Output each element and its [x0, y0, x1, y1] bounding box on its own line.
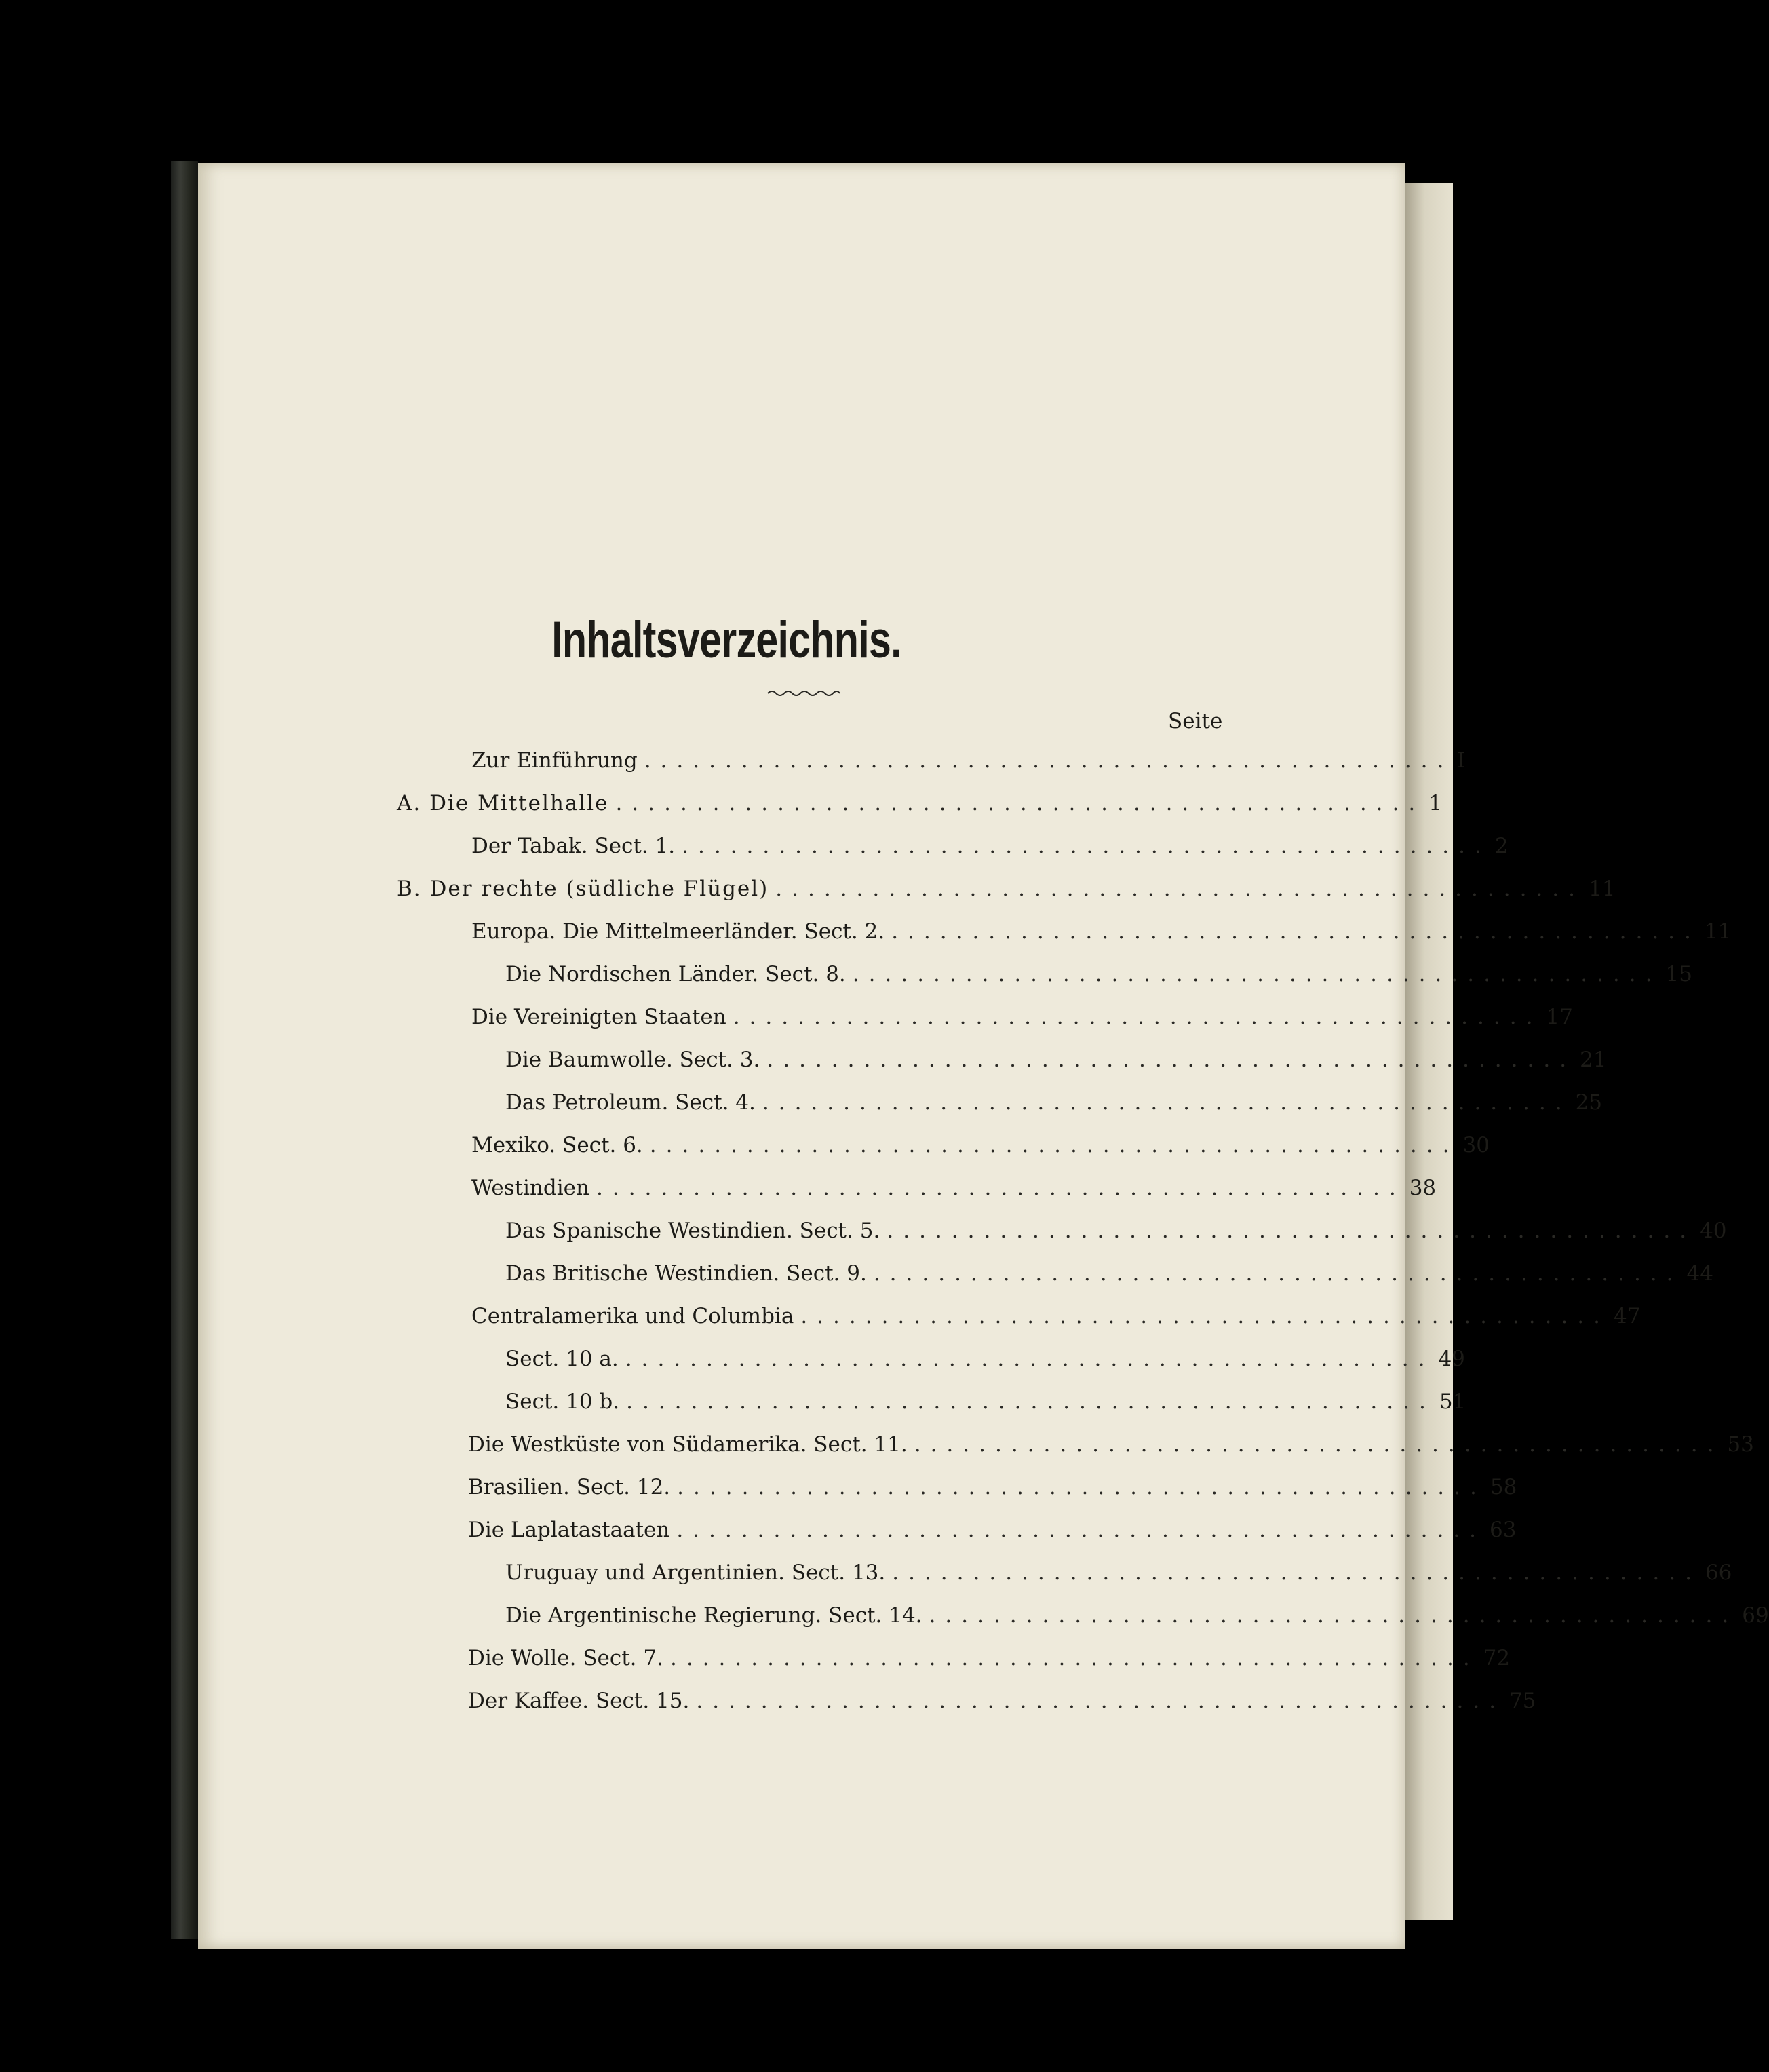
toc-entry-page: I [1457, 748, 1466, 773]
toc-entry-page: 17 [1546, 1005, 1573, 1029]
toc-entry-label: Die Argentinische Regierung. Sect. 14. [505, 1603, 922, 1628]
leader-dots: .................................................. [914, 1432, 1724, 1457]
toc-entry [505, 1389, 1466, 1421]
toc-entry-label: Das Britische Westindien. Sect. 9. [505, 1261, 867, 1286]
toc-entry-label: Die Westküste von Südamerika. Sect. 11. [468, 1432, 908, 1457]
toc-entry [468, 1689, 1536, 1720]
toc-entry-label: Die Wolle. Sect. 7. [468, 1646, 663, 1670]
toc-entry [505, 1261, 1713, 1292]
toc-entry [468, 1475, 1517, 1506]
toc-entry [471, 748, 1466, 780]
toc-entry-page: 2 [1494, 834, 1509, 858]
toc-entry-page: 51 [1439, 1389, 1466, 1414]
leader-dots: .................................................. [892, 1560, 1701, 1585]
toc-entry [468, 1518, 1517, 1549]
leader-dots: .................................................. [775, 877, 1585, 901]
toc-entry-page: 66 [1705, 1560, 1732, 1585]
toc-entry-label: Mexiko. Sect. 6. [471, 1133, 643, 1157]
toc-entry-page: 75 [1509, 1689, 1536, 1713]
toc-entry-label: Die Vereinigten Staaten [471, 1005, 726, 1029]
leader-dots: .................................................. [677, 1475, 1486, 1499]
toc-entry-page: 40 [1700, 1219, 1727, 1243]
toc-entry-page: 25 [1575, 1090, 1603, 1115]
toc-entry-label: Die Baumwolle. Sect. 3. [505, 1048, 760, 1072]
toc-entry-label: Zur Einführung [471, 748, 638, 773]
toc-entry [505, 1048, 1607, 1079]
toc-entry-label: A. Die Mittelhalle [397, 791, 609, 816]
leader-dots: .................................................. [682, 834, 1491, 858]
toc-entry-page: 47 [1614, 1304, 1641, 1328]
leader-dots: .................................................. [929, 1603, 1738, 1628]
toc-entry-label: B. Der rechte (südliche Flügel) [397, 877, 769, 901]
leader-dots: .................................................. [626, 1389, 1435, 1414]
toc-entry [471, 1133, 1490, 1164]
toc-entry-label: Das Petroleum. Sect. 4. [505, 1090, 756, 1115]
leader-dots: .................................................. [644, 748, 1454, 773]
toc-entry [468, 1646, 1511, 1677]
toc-entry-label: Das Spanische Westindien. Sect. 5. [505, 1219, 880, 1243]
toc-entry [471, 1304, 1641, 1335]
toc-entry-label: Uruguay und Argentinien. Sect. 13. [505, 1560, 886, 1585]
toc-entry [471, 1005, 1573, 1036]
leader-dots: .................................................. [873, 1261, 1683, 1286]
toc-entry-label: Der Tabak. Sect. 1. [471, 834, 676, 858]
page-column-header: Seite [1168, 709, 1223, 733]
toc-entry-page: 15 [1665, 962, 1692, 986]
toc-entry-page: 53 [1727, 1432, 1754, 1457]
toc-entry [471, 919, 1732, 951]
toc-entry-label: Der Kaffee. Sect. 15. [468, 1689, 690, 1713]
toc-entry-label: Die Nordischen Länder. Sect. 8. [505, 962, 846, 986]
toc-entry-page: 69 [1742, 1603, 1769, 1628]
toc-entry-page: 30 [1462, 1133, 1490, 1157]
toc-entry [505, 1347, 1465, 1378]
toc-entry-label: Die Laplatastaaten [468, 1518, 670, 1542]
toc-entry [397, 877, 1616, 908]
toc-entry [505, 1219, 1727, 1250]
leader-dots: .................................................. [762, 1090, 1572, 1115]
toc-entry-label: Centralamerika und Columbia [471, 1304, 794, 1328]
toc-entry-page: 58 [1490, 1475, 1517, 1499]
toc-entry [505, 1603, 1769, 1634]
toc-entry-label: Westindien [471, 1176, 589, 1200]
leader-dots: .................................................. [766, 1048, 1576, 1072]
leader-dots: .................................................. [800, 1304, 1610, 1328]
toc-entry-page: 11 [1588, 877, 1616, 901]
toc-entry-page: 72 [1483, 1646, 1511, 1670]
toc-entry-page: 44 [1686, 1261, 1713, 1286]
toc-entry-page: 11 [1704, 919, 1732, 944]
toc-entry-page: 21 [1580, 1048, 1607, 1072]
toc-entry-page: 1 [1428, 791, 1442, 816]
leader-dots: .................................................. [649, 1133, 1459, 1157]
toc-entry [471, 834, 1509, 865]
toc-entry [468, 1432, 1754, 1463]
toc-entry [471, 1176, 1437, 1207]
toc-entry-page: 49 [1438, 1347, 1465, 1371]
leader-dots: .................................................. [887, 1219, 1696, 1243]
toc-entry [505, 1560, 1732, 1592]
leader-dots: .................................................. [696, 1689, 1506, 1713]
leader-dots: .................................................. [852, 962, 1662, 986]
leader-dots: .................................................. [625, 1347, 1435, 1371]
toc-entry-label: Sect. 10 a. [505, 1347, 619, 1371]
leader-dots: .................................................. [891, 919, 1700, 944]
toc-entry-label: Sect. 10 b. [505, 1389, 620, 1414]
toc-entry-label: Brasilien. Sect. 12. [468, 1475, 671, 1499]
leader-dots: .................................................. [676, 1518, 1486, 1542]
toc-entry-page: 38 [1409, 1176, 1437, 1200]
toc-entry [397, 791, 1442, 822]
toc-entry-page: 63 [1490, 1518, 1517, 1542]
leader-dots: .................................................. [615, 791, 1425, 816]
page-title: Inhaltsverzeichnis. [551, 611, 901, 669]
leader-dots: .................................................. [733, 1005, 1542, 1029]
leader-dots: .................................................. [669, 1646, 1479, 1670]
toc-entry [505, 962, 1692, 993]
toc-entry-label: Europa. Die Mittelmeerländer. Sect. 2. [471, 919, 885, 944]
leader-dots: .................................................. [596, 1176, 1405, 1200]
toc-entry [505, 1090, 1603, 1121]
